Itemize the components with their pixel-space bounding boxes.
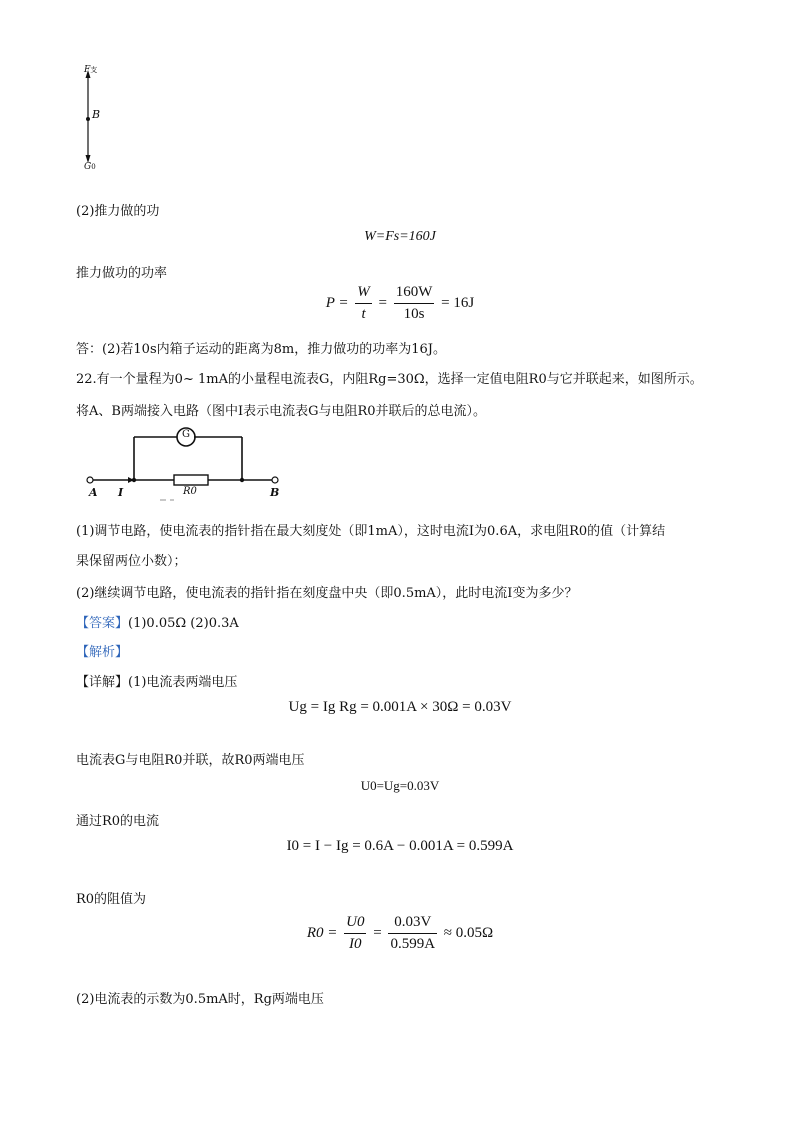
question-22-sub2: (2)继续调节电路，使电流表的指针指在刻度盘中央（即0.5mA），此时电流I变为多少？ (76, 586, 578, 601)
equation-i0: I0 = I − Ig = 0.6A − 0.001A = 0.599A (286, 838, 514, 854)
terminal-a-label: A (89, 486, 98, 499)
work-equation: W=Fs=160J (364, 229, 436, 244)
equation-u0: U0=Ug=0.03V (360, 778, 440, 793)
current-through-text: 通过R0的电流 (76, 814, 160, 829)
question-22-line1: 22.有一个量程为0~ 1mA的小量程电流表G，内阻Rg=30Ω，选择一定值电阻R0与它并联起来，如图所示。 (76, 372, 703, 387)
resistor-label: R0 (183, 486, 197, 497)
power-heading: 推力做功的功率 (76, 266, 168, 281)
question-22-line2: 将A、B两端接入电路（图中I表示电流表G与电阻R0并联后的总电流）。 (76, 404, 487, 419)
analysis-tag: 【解析】 (76, 645, 129, 660)
equation-r0: R0 = $\frac{U0}{I0}$ = $\frac{0.03V}{0.599A}$ ≈ 0.05Ω (306, 914, 494, 952)
question-22-sub1-line1: (1)调节电路，使电流表的指针指在最大刻度处（即1mA），这时电流I为0.6A，求电阻R0的值（计算结 (76, 524, 666, 539)
detail-line (76, 671, 237, 690)
parallel-text: 电流表G与电阻R0并联，故R0两端电压 (76, 753, 305, 768)
part2-rg-text: (2)电流表的示数为0.5mA时，Rg两端电压 (76, 992, 324, 1007)
r0-value-text: R0的阻值为 (76, 892, 147, 907)
terminal-b-label: B (270, 486, 280, 499)
terminal-b-icon (272, 477, 278, 483)
force-label-top: F支 (84, 65, 98, 75)
answer-value: (1)0.05Ω (2)0.3A (128, 616, 239, 631)
galvanometer-label: G (182, 429, 190, 440)
force-label-bottom: G0 (84, 162, 96, 172)
equation-ug: Ug = Ig Rg = 0.001A × 30Ω = 0.03V (288, 699, 512, 715)
answer-tag: 【答案】 (76, 616, 129, 631)
terminal-a-icon (87, 477, 93, 483)
resistor-r0 (174, 475, 208, 485)
detail-intro: (1)电流表两端电压 (128, 675, 238, 690)
part2-heading: (2)推力做的功 (76, 204, 160, 219)
answer-line (76, 612, 239, 631)
force-point-label: B (92, 108, 101, 121)
power-equation: P = $\frac{W}{t}$ = $\frac{160W}{10s}$ = 16J (325, 284, 475, 322)
question-22-sub1-line2: 果保留两位小数）； (76, 554, 187, 569)
answer-21: 答：(2)若10s内箱子运动的距离为8m，推力做功的功率为16J。 (76, 342, 446, 357)
current-label: I (118, 486, 124, 499)
detail-tag: 【详解】 (76, 675, 129, 690)
